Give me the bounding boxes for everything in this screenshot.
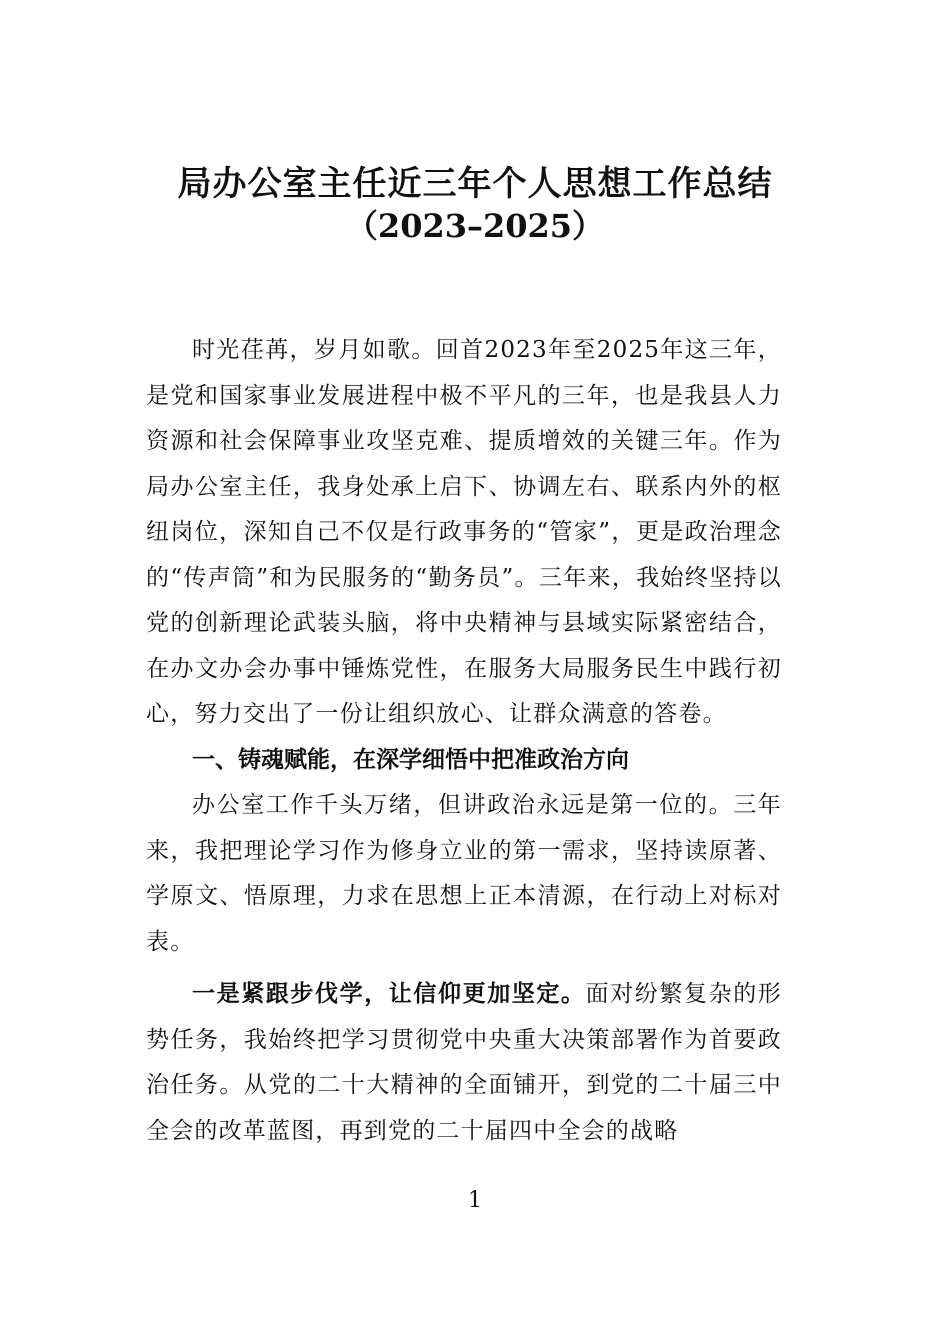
section-heading: 一、铸魂赋能，在深学细悟中把准政治方向	[192, 746, 629, 773]
point-body-text: 面对纷繁复杂的形势任务，我始终把学习贯彻党中央重大决策部署作为首要政治任务。从党的二十大精神的全面铺开，到党的二十届三中全会的改革蓝图，再到党的二十届四中全会的战略	[146, 981, 782, 1144]
section-intro-paragraph: 办公室工作千头万绪，但讲政治永远是第一位的。三年来，我把理论学习作为修身立业的第一需求，坚持读原著、学原文、悟原理，力求在思想上正本清源，在行动上对标对表。	[146, 792, 782, 955]
point-paragraph	[146, 971, 782, 1154]
document-subtitle: （2023–2025）	[345, 207, 605, 245]
document-body	[146, 328, 782, 1154]
point-lead-text: 一是紧跟步伐学，让信仰更加坚定。	[192, 980, 586, 1007]
intro-paragraph: 时光荏苒，岁月如歌。回首2023年至2025年这三年，是党和国家事业发展进程中极不平凡的三年，也是我县人力资源和社会保障事业攻坚克难、提质增效的关键三年。作为局办公室主任，我身处承上启下、协调左右、联系内外的枢纽岗位，深知自己不仅是行政事务的“管家”，更是政治理念的“传声筒”和为民服务的“勤务员”。三年来，我始终坚持以党的创新理论武装头脑，将中央精神与县域实际紧密结合，在办文办会办事中锤炼党性，在服务大局服务民生中践行初心，努力交出了一份让组织放心、让群众满意的答卷。	[146, 337, 782, 727]
page-number: 1	[468, 1188, 482, 1213]
document-title: 局办公室主任近三年个人思想工作总结	[177, 164, 773, 204]
